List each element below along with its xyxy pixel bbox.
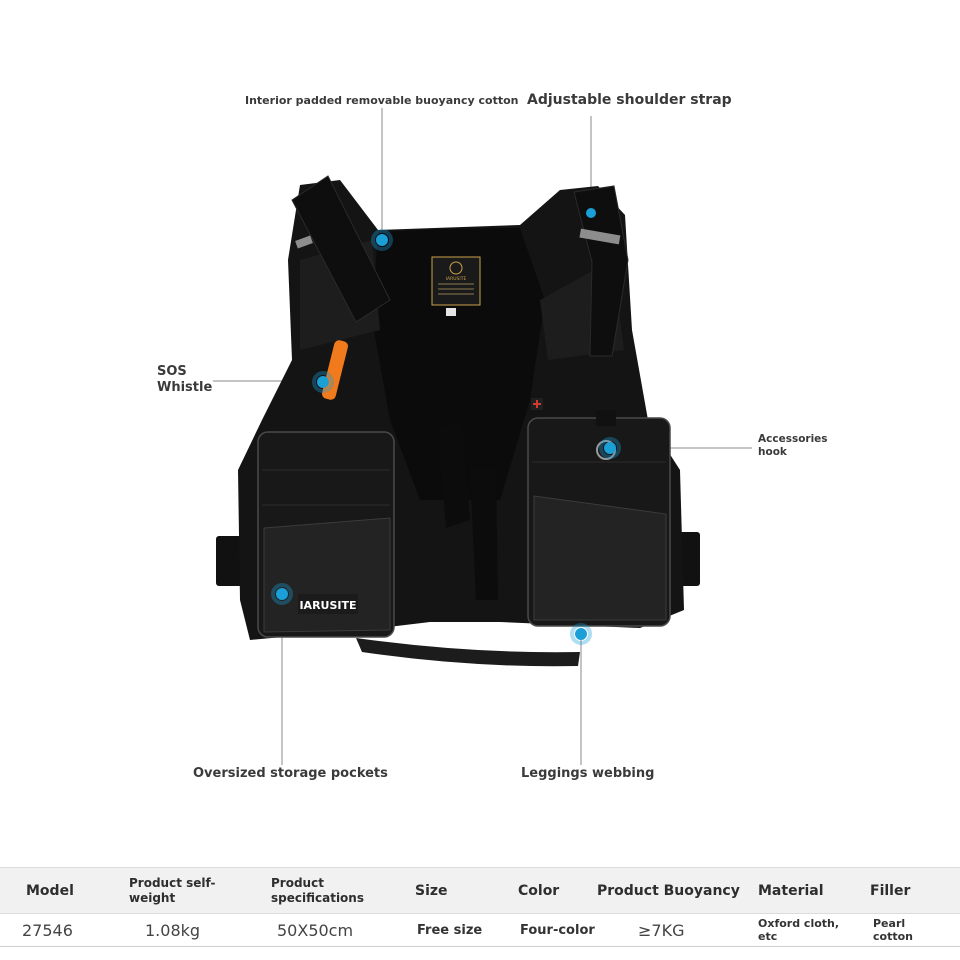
callout-accessories-hook: Accessories hook bbox=[758, 433, 828, 459]
pocket-brand-text: IARUSITE bbox=[299, 599, 357, 612]
header-material: Material bbox=[758, 882, 824, 899]
header-color: Color bbox=[518, 882, 560, 899]
value-material: Oxford cloth, etc bbox=[758, 916, 840, 943]
value-specifications: 50X50cm bbox=[277, 920, 354, 940]
callout-sos-whistle: SOS Whistle bbox=[157, 364, 213, 396]
left-pocket-mesh bbox=[264, 518, 390, 632]
marker-shoulder-icon bbox=[586, 208, 596, 218]
header-filler: Filler bbox=[870, 882, 911, 899]
header-weight: Product self-weight bbox=[129, 876, 216, 905]
header-specifications: Product specifications bbox=[271, 876, 364, 905]
header-model: Model bbox=[26, 882, 74, 899]
marker-pockets-icon bbox=[276, 588, 288, 600]
value-buoyancy: ≥7KG bbox=[638, 920, 685, 940]
header-size: Size bbox=[415, 882, 448, 899]
value-filler: Pearl cotton bbox=[873, 916, 913, 943]
callout-shoulder-strap: Adjustable shoulder strap bbox=[527, 92, 732, 108]
value-weight: 1.08kg bbox=[145, 920, 201, 940]
marker-interior-icon bbox=[376, 234, 388, 246]
callout-interior-cotton: Interior padded removable buoyancy cotton bbox=[245, 94, 519, 107]
marker-webbing-icon bbox=[575, 628, 587, 640]
hook-tab bbox=[596, 410, 616, 426]
spec-header-row bbox=[0, 867, 960, 913]
spec-value-row bbox=[0, 913, 960, 947]
header-buoyancy: Product Buoyancy bbox=[597, 882, 740, 899]
value-size: Free size bbox=[417, 922, 483, 938]
value-model: 27546 bbox=[22, 920, 73, 940]
callout-storage-pockets: Oversized storage pockets bbox=[193, 766, 388, 781]
leggings-webbing-strap bbox=[356, 638, 580, 666]
marker-hook-icon bbox=[604, 442, 616, 454]
callout-leggings-webbing: Leggings webbing bbox=[521, 766, 655, 781]
spec-table bbox=[0, 867, 960, 949]
size-tag bbox=[446, 308, 456, 316]
value-color: Four-color bbox=[520, 922, 595, 938]
marker-sos-icon bbox=[317, 376, 329, 388]
inner-label-text: IARUSITE bbox=[445, 277, 467, 282]
right-pocket-mesh bbox=[534, 496, 666, 620]
